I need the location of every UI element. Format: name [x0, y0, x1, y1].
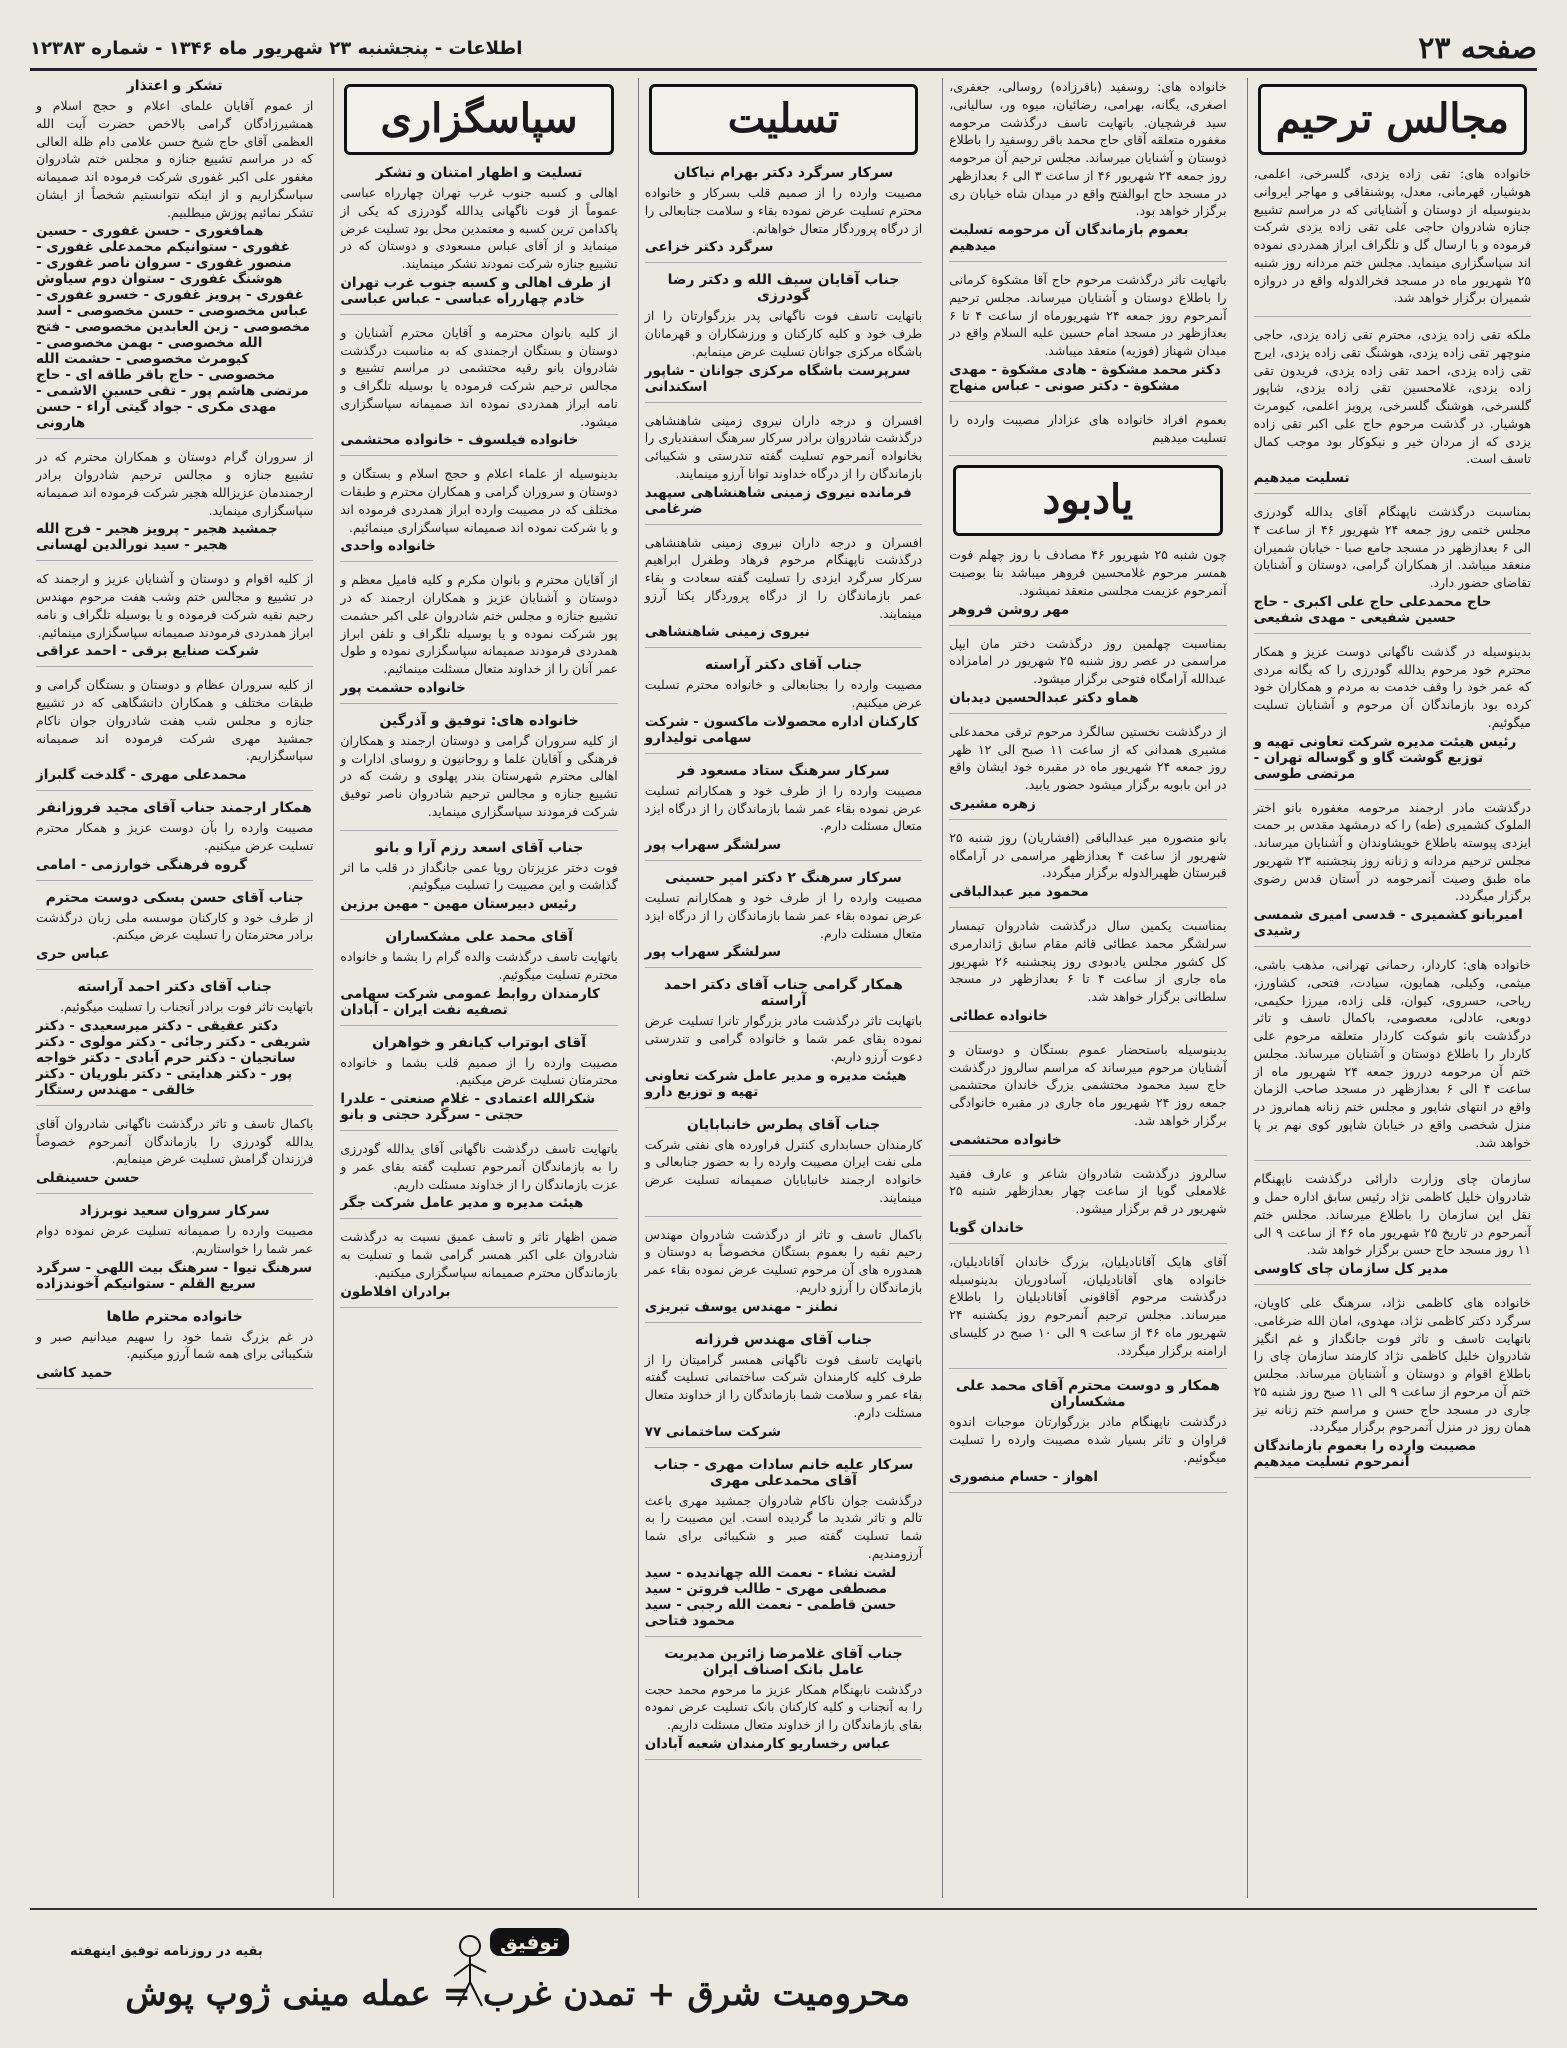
notice-body: باکمال تاسف و تاثر از درگذشت شادروان مهندس رحیم نقیه را بعموم بستگان مخصوصاً به دوستان و همدوره های آن مرحوم تسلیت عرض نموده بقاء عمر بازماندگان را آرزو داریم. — [644, 1226, 923, 1295]
notice — [949, 411, 1226, 457]
notice-signature: سرپرست باشگاه مرکزی جوانان - شاپور اسکندانی — [644, 362, 911, 395]
notice-title: جناب آقای مهندس فرزانه — [694, 1331, 873, 1348]
issue-line: اطلاعات - پنجشنبه ۲۳ شهریور ماه ۱۳۴۶ - شماره ۱۲۳۸۳ — [30, 37, 523, 59]
notice — [949, 1041, 1226, 1156]
notice-signature: هیئت مدیره و مدیر عامل شرکت جگر — [340, 1195, 584, 1212]
notice-body: افسران و درجه داران نیروی زمینی شاهنشاهی درگذشت ناپهنگام مرحوم فرهاد وطفرل ابراهیم سرکار سرگرد ایزدی را تسلیت گفته سعادت و بقاء عمر بازماندگان را از درگاه پروردگار یکتا آرزو مینمایند. — [644, 534, 923, 621]
notice-body: باتهایت تاسف درگذشت والده گرام را بشما و خانواده محترم تسلیت میگوئیم. — [340, 949, 618, 982]
notice-signature: زهره مشیری — [949, 795, 1036, 812]
notice — [645, 534, 922, 649]
notice-signature: کارکنان اداره محصولات ماکسون - شرکت سهامی تولیدارو — [644, 713, 919, 746]
notice-signature: سرلشگر سهراب پور — [644, 837, 781, 853]
notice — [36, 448, 313, 561]
tofigh-note: بقیه در روزنامه توفیق اینهفته — [70, 1944, 263, 1959]
notice — [340, 713, 617, 831]
notice-signature: محمود میر عبدالباقی — [949, 884, 1089, 900]
notice — [1254, 643, 1531, 790]
notice-signature: مدیر کل سازمان چای کاوسی — [1253, 1261, 1449, 1277]
notice-body: بعموم افراد خانواده های عزادار مصیبت وارده را تسلیت میدهیم — [949, 411, 1227, 445]
notice-title: جناب آقای غلامرضا زائرین مدیریت عامل بانک اصناف ایران — [664, 1645, 903, 1678]
notice-body: از کلیه سروران عظام و دوستان و بستگان گرامی و طبقات مختلف و همکاران دانشگاهی که در تشییع جنازه و مجلس شب هفت شادروان جوان ناکام جمشید مهری شرکت فرموده اند صمیمانه سپاسگزاریم. — [35, 677, 314, 764]
notice — [645, 657, 922, 754]
notice-title: تشکر و اعتذار — [126, 78, 223, 94]
notice-body: سالروز درگذشت شادروان شاعر و عارف فقید غلامعلی گویا از ساعت چهار بعدازظهر شنبه ۲۵ شهریور در قم برگزار میشود. — [949, 1165, 1227, 1216]
notice-body: درگذشت ناپهنگام مادر بزرگوارتان موجبات اندوه فراوان و تاثر بسیار شده مصیبت وارده را تسلیت میگوئیم. — [949, 1414, 1227, 1465]
masthead — [30, 28, 1537, 71]
notice-signature: خانواده حشمت پور — [340, 679, 466, 696]
column-families-yadbud — [942, 78, 1232, 1898]
notice-body: بمناسبت یکمین سال درگذشت شادروان تیمسار سرلشگر محمد عطائی قائم مقام سابق ژاندارمری کل کشور مجلس یادبودی روز پنجشنبه ۲۶ شهریور ماه جاری از ساعت ۴ تا ۶ بعدازظهر در مسجد سلطانی برگزار خواهد شد. — [949, 918, 1227, 1004]
notice — [949, 1378, 1226, 1492]
notice-body: از کلیه سروران گرامی و دوستان ارجمند و همکاران فرهنگی و آقایان علما و روحانیون و روسای ادارات و اهالی محترم شهرستان بندر پهلوی و رشت که در تشییع جنازه و مجالس ترحیم شادروان ناصر توفیق شرکت فرمودند سپاسگزاری مینماید. — [340, 732, 618, 819]
column-tashakor — [30, 78, 319, 1898]
notice — [340, 840, 617, 921]
notice-body: مصیبت وارده را بجنابعالی و خانواده محترم تسلیت عرض میکنیم. — [644, 677, 923, 710]
notice — [340, 1228, 617, 1307]
notice-body: از کلیه بانوان محترمه و آقایان محترم آشنایان و دوستان و بستگان ارجمندی که به مناسبت درگذشت شادروان بانو رقیه محتشمی در مراسم تشییع و مجالس ترحیم شرکت فرموده یا بوسیله تلگراف و نامه ابراز همدردی نموده اند صمیمانه سپاسگزاری میشود. — [340, 324, 618, 429]
notice-signature: سرلشگر سهراب پور — [644, 944, 781, 961]
notice-signature: دکتر عقیقی - دکتر میرسعیدی - دکتر شریفی - دکتر رجائی - دکتر مولوی - دکتر ساتجیان - دکتر حرم آبادی - دکتر خواجه پور - دکتر هدایتی - دکتر بلوریان - دکتر خالقی - مهندس رستگار — [35, 1017, 311, 1098]
section-header-sepasgozari: سپاسگزاری — [344, 84, 613, 155]
notice-body: ضمن اظهار تاثر و تاسف عمیق نسبت به درگذشت شادروان علی اکبر همسر گرامی شما و تسلیت به بازماندگان محترم صمیمانه سپاسگزاری میکنیم. — [340, 1229, 618, 1280]
notice-body: خانواده های: کاردار، رحمانی تهرانی، مذهب باشی، میثمی، وکیلی، همایون، سیادت، فتحی، کشاورز، ریاحی، حسروی، کیوان، قلی زاده، میرزا حکیمی، دوبعی، عادلی، معصومی، باکمال تاسف و تاثر درگذشت بانو شوکت کاردار متعلقه مرحوم علی کاردار را باطلاع دوستان و آشنایان میرساند. مجلس ختم آن مرحومه درروز جمعه ۲۴ شهریور ماه از ساعت ۴ الی ۶ بعدازظهر در مسجد صاحب الزمان واقع در انتهای شاپور و مجلس ختم زنانه همانروز در منزل شخصی واقع در خیابان شاپور کوی نهم بر پا خواهد شد. — [1253, 957, 1531, 1150]
notice — [645, 1646, 922, 1760]
notice-signature: خاندان گویا — [949, 1219, 1025, 1236]
notice-signature: سرهنگ تیوا - سرهنگ بیت اللهی - سرگرد سریع القلم - ستوانیکم آخوندزاده — [35, 1259, 312, 1292]
notice-signature: عباس حری — [35, 946, 110, 962]
columns — [30, 78, 1537, 1898]
notice — [340, 571, 617, 704]
notice-body: باتهایت تاثر فوت برادر آنجناب را تسلیت میگوئیم. — [60, 999, 314, 1014]
notice — [949, 635, 1226, 714]
notice — [645, 272, 922, 402]
notice — [340, 1035, 617, 1132]
notice-title: همکار گرامی جناب آقای دکتر احمد آراسته — [664, 977, 903, 1010]
notice-body: مصیبت وارده را از طرف خود و همکارانم تسلیت عرض نموده بقاء عمر شما بازماندگان را از درگاه ایزد متعال مسئلت دارم. — [644, 890, 923, 941]
notice — [645, 165, 922, 263]
notice-signature: رئیس دبیرستان مهین - مهین برزین — [340, 896, 577, 912]
notice-title: جناب آقایان سیف الله و دکتر رضا گودرزی — [667, 272, 900, 305]
notice-body: خانواده های: روسفید (باقرزاده) روسالی، جعفری، اصغری، یگانه، بهرامی، رضائیان، میوه ور، سالیانی، سید فرشچیان. باتهایت تاسف درگذشت مرحومه مغفوره متعلقه آقای حاج محمد باقر روسفید را باطلاع دوستان و آشنایان میرساند. مجلس ترحیم آن مرحومه روز جمعه ۲۴ شهریور ۴۶ از ساعت ۳ الی ۶ بعدازظهر در مسجد حاج ابوالفتح واقع در میدان شاه خیابان ری برگزار خواهد بود. — [949, 79, 1227, 219]
notice — [36, 1115, 313, 1194]
notice-title: تسلیت و اظهار امتنان و تشکر — [375, 165, 583, 181]
notice-signature: حاج محمدعلی حاج علی اکبری - حاج حسین شفیعی - مهدی شفیعی — [1253, 593, 1492, 626]
notice — [340, 465, 617, 562]
notice-signature: گروه فرهنگی خوارزمی - امامی — [35, 856, 248, 873]
notice-signature: حمید کاشی — [35, 1365, 113, 1381]
notice — [645, 870, 922, 968]
notice — [340, 324, 617, 457]
notice — [340, 929, 617, 1026]
notice-signature: حسن حسینقلی — [35, 1170, 140, 1186]
notice-body: از کلیه اقوام و دوستان و آشنایان عزیز و ارجمند که در تشییع و مجالس ختم وشب هفت مرحوم مهندس رحیم نقیه شرکت فرموده و یا بوسیله تلگراف و نامه ابراز همدردی فرمودند صمیمانه سپاسگزاری مینمائیم. — [35, 571, 314, 640]
notice-signature: خانواده عطائی — [949, 1007, 1048, 1024]
notice — [949, 1253, 1226, 1370]
notice — [949, 917, 1226, 1032]
notice — [36, 570, 313, 667]
notice — [1254, 326, 1531, 494]
notice-signature: مصیبت وارده را بعموم بازماندگان آنمرحوم تسلیت میدهیم — [1253, 1438, 1477, 1470]
notice — [645, 1457, 922, 1637]
notice-signature: خانواده محتشمی — [949, 1131, 1062, 1148]
notice — [36, 676, 313, 791]
section-header-yadbud: یادبود — [953, 465, 1222, 536]
notice-title: جناب آقای دکتر احمد آراسته — [77, 979, 272, 995]
notice — [645, 1226, 922, 1323]
notice-body: خانواده های: تقی زاده یزدی، گلسرخی، اعلمی، هوشیار، قهرمانی، معدل، پوشنقافی و مهاجر ایروانی بدینوسیله از دوستان و آشنایانی که در مراسم تشییع جنازه شادروان حاجی علی تقی زاده یزدی شرکت فرموده و با ارسال گل و تلگراف ابراز همدردی نموده اند سپاسگزاری مینماید. مجلس ختم مردانه روز شنبه ۲۵ شهریور ماه در مسجد فخرالدوله واقع در دروازه شمیران برگزار خواهد شد. — [1253, 166, 1531, 306]
notice-body: بمناسبت چهلمین روز درگذشت دختر مان ایپل مراسمی در عصر روز شنبه ۲۵ شهریور در امامزاده عبدالله آرامگاه فتوحی برگزار میشود. — [949, 635, 1227, 686]
notice-signature: هماو دکتر عبدالحسین دیدبان — [949, 689, 1139, 706]
notice-body: باکمال تاسف و تاثر درگذشت ناگهانی شادروان آقای یدالله گودرزی را بازماندگان آنمرحوم خصوصاً فرزندان گرامش تسلیت عرض مینمایم. — [35, 1115, 314, 1167]
notice-body: در غم بزرگ شما خود را سهیم میدانیم صبر و شکیبائی برای همه شما آرزو میکنیم. — [35, 1328, 314, 1362]
notice-signature: از طرف اهالی و کسبه جنوب غرب تهران خادم چهارراه عباسی - عباس عباسی — [340, 274, 611, 307]
notice — [36, 78, 313, 439]
notice-signature: مهر روشن فروهر — [949, 601, 1070, 618]
notice-body: کارمندان حسابداری کنترل فراورده های نفتی شرکت ملی نفت ایران مصیبت وارده را به حضور جنابعالی و خانواده ارجمند خانبابایان صمیمانه تسلیت عرض مینمایند. — [644, 1136, 923, 1205]
notice-title: جناب آقای اسعد رزم آرا و بانو — [374, 839, 584, 856]
notice-signature: خانواده واحدی — [340, 538, 436, 555]
notice-body: بدینوسیله در گذشت ناگهانی دوست عزیز و همکار محترم خود مرحوم یدالله گودرزی را که یگانه مردی که عمر خود را وقف خدمت به مردم و همکاران خود کرده بود بازماندگان آن مرحوم و آشنایان تسلیت میگوئیم. — [1253, 643, 1531, 730]
notice-title: خانواده محترم طاها — [106, 1308, 243, 1325]
notice-signature: امیربانو کشمیری - قدسی امیری شمسی رشیدی — [1253, 907, 1523, 939]
notice-body: آقای هایک آقانادیلیان، بزرگ خاندان آقانادیلیان، خانواده های آقانادیلیان، آسادوریان بدینوسیله درگذشت مرحوم آقاقونی آقانادیلیان را باطلاع میرساند. مجلس ترحیم آنمرحوم روز یکشنبه ۲۴ شهریور ماه ۴۶ از ساعت ۹ الی ۱۰ صبح در کلیسای ارامنه برگزار میگردد. — [949, 1253, 1227, 1358]
notice-signature: فرمانده نیروی زمینی شاهنشاهی سپهبد ضرغامی — [644, 484, 912, 517]
notice — [645, 1117, 922, 1217]
notice-title: جناب آقای حسن بسکی دوست محترم — [45, 889, 304, 906]
notice-body: فوت دختر عزیزتان رویا عمی جانگداز در قلب ما اثر گذاشت و این مصیبت را تسلیت میگوئیم. — [340, 859, 618, 893]
notice-body: اهالی و کسبه جنوب غرب تهران چهارراه عباسی عموماً از فوت ناگهانی یدالله گودرزی که یکی از پاکدامن ترین کسبه و معتمدین محل بود تسلیت عرض مینماید و از آقای عباس مسعودی و دوستان که در تشییع جنازه شرکت نمودند تشکر مینمایند. — [340, 185, 618, 271]
notice — [645, 763, 922, 861]
notice — [645, 1332, 922, 1448]
notice — [645, 412, 922, 525]
notice-body: از آقایان محترم و بانوان مکرم و کلیه فامیل معظم و دوستان و آشنایان عزیز و همکاران ارجمند که در تشییع جنازه و مجلس ختم شادروان علی اکبر حشمت پور شرکت نموده و یا بوسیله تلگراف و تلفن ابراز همدردی فرمودند صمیمانه سپاسگزاری نموده و طول عمر آنان را از خداوند متعال مسئلت مینمائیم. — [340, 572, 618, 676]
notice-signature: نیروی زمینی شاهنشاهی — [644, 624, 810, 641]
notice-body: درگذشت مادر ارجمند مرحومه مغفوره بانو اختر الملوک کشمیری (طه) را که درمشهد مقدس بر حمت ایزدی پیوسته باطلاع خویشاوندان و آشنایان میرساند. مجلس ترحیم مردانه و زنانه روز پنجشنبه ۲۳ شهریور ماه طبق وصیت آنمرحومه در آستان قدس رضوی برگزار میگردد. — [1253, 799, 1531, 904]
notice — [36, 800, 313, 881]
notice — [1254, 956, 1531, 1161]
notice — [1254, 165, 1531, 317]
notice-signature: کارمندان روابط عمومی شرکت سهامی تصفیه نفت ایران - آبادان — [340, 985, 600, 1018]
notice-signature: شکرالله اعتمادی - غلام صنعتی - علدرا حجتی - سرگرد حجتی و بانو — [340, 1091, 596, 1123]
notice — [949, 723, 1226, 820]
bottom-advertisement — [30, 1908, 1537, 2028]
notice-signature: اهواز - حسام منصوری — [949, 1468, 1098, 1485]
notice-body: درگذشت نابهنگام همکار عزیز ما مرحوم محمد حجت را به آنجناب و کلیه کارکنان بانک تسلیت عرض نموده بقای بازماندگان را از خداوند متعال مسئلت داریم. — [644, 1681, 923, 1732]
page-number: صفحه ۲۳ — [1418, 30, 1537, 66]
column-sepasgozari — [333, 78, 623, 1898]
notice-signature: عباس رخساریو کارمندان شعبه آبادان — [644, 1735, 891, 1752]
notice-signature: لشت نشاء - نعمت الله چهاندیده - سید مصطفی مهری - طالب فروتن - سید حسن قاطمی - نعمت الله رجبی - سید محمود فتاحی — [644, 1564, 897, 1629]
notice — [36, 979, 313, 1106]
notice-signature: دکتر محمد مشکوة - هادی مشکوة - مهدی مشکوة - دکتر صونی - عباس منهاج — [949, 361, 1221, 394]
notice-title: خانواده های: توفیق و آذرگین — [379, 712, 579, 729]
notice-signature: شرکت ساختمانی ۷۷ — [644, 1423, 781, 1440]
notice — [1254, 799, 1531, 948]
notice-title: جناب آقای دکتر آراسته — [704, 657, 863, 674]
notice-body: مصیبت وارده را از صمیم قلب بشما و خانواده محترمتان تسلیت عرض میکنیم. — [340, 1054, 618, 1088]
notice-body: باتهایت تاسف فوت ناگهانی پدر بزرگوارتان را از طرف خود و کلیه کارکنان و ورزشکاران و قهرمانان باشگاه مرکزی جوانان تسلیت عرض مینمایم. — [644, 308, 923, 359]
notice-signature: تسلیت میدهیم — [1253, 470, 1350, 486]
notice-body: بانو منصوره میر عبدالباقی (افشاریان) روز شنبه ۲۵ شهریور از ساعت ۴ بعدازظهر مراسمی در آرامگاه قبرستان ظهیرالدوله برگزار میگردد. — [949, 829, 1227, 881]
section-header-majales: مجالس ترحیم — [1258, 84, 1527, 155]
notice-signature: برادران افلاطون — [340, 1283, 451, 1300]
cartoon-caption: محرومیت شرق + تمدن غرب = عمله مینی ژوپ پوش — [125, 1974, 910, 2014]
notice-title: همکار و دوست محترم آقای محمد علی مشکساران — [955, 1378, 1220, 1411]
notice-title: جناب آقای پطرس خانبابایان — [686, 1116, 881, 1133]
notice — [949, 78, 1226, 262]
notice-body: افسران و درجه داران نیروی زمینی شاهنشاهی درگذشت شادروان برادر سرکار سرهنگ اسفندیاری را بخانواده آنمرحوم تسلیت گفته تندرستی و شکیبائی بازماندگان را از درگاه خداوند توانا آرزو مینمایند. — [644, 412, 923, 481]
notice-body: چون شنبه ۲۵ شهریور ۴۶ مصادف با روز چهلم فوت همسر مرحوم غلامحسین فروهر میباشد بنا بوصیت آنمرحوم عزیمت مجلسی منعقد نمیشود. — [949, 547, 1227, 598]
notice-body: مصیبت وارده را بآن دوست عزیز و همکار محترم تسلیت عرض میکنیم. — [35, 820, 314, 853]
notice-body: بمناسبت درگذشت ناپهنگام آقای یدالله گودرزی مجلس ختمی روز جمعه ۲۴ شهریور ۴۶ از ساعت ۴ الی ۶ بعدازظهر در مسجد جامع صبا - خیابان شمیران منعقد میباشد. از همکاران گرامی، دوستان و آشنایان تقاضای حضور دارد. — [1253, 504, 1531, 590]
notice — [949, 1165, 1226, 1244]
notice — [36, 1309, 313, 1390]
notice-title: سرکار سرهنگ ستاد مسعود فر — [677, 762, 890, 779]
notice-body: باتهایت تاسف فوت ناگهانی همسر گرامیتان را از طرف کلیه کارمندان شرکت ساختمانی تسلیت گفته بقاء عمر و سلامت شما بازماندگان را از خداوند متعال مسئلت دارم. — [644, 1351, 923, 1420]
notice-body: مصیبت وارده را از طرف خود و همکارانم تسلیت عرض نموده بقاء عمر شما بازماندگان را از درگاه ایزد متعال مسئلت دارم. — [644, 782, 923, 834]
notice — [340, 165, 617, 315]
notice-body: بدینوسیله باستحضار عموم بستگان و دوستان و آشنایان مرحوم میرساند که مراسم سالروز درگذشت حاج سید محمود محتشمی بزرگ خاندان محتشمی جمعه روز ۲۴ شهریور ماه جاری در مقبره خانوادگی برگزار خواهد شد. — [949, 1041, 1227, 1128]
notice-body: ملکه تقی زاده یزدی، محترم تقی زاده یزدی، حاجی منوچهر تقی زاده یزدی، هوشنگ تقی زاده یزدی، ایرج تقی زاده یزدی، احمد تقی زاده یزدی، فریدون تقی زاده یزدی، غلامحسین تقی زاده یزدی، شاپور گلسرخی، هوشنگ گلسرخی، پرویز اعلمی، کیومرث هوشیار. در گذشت مرحوم حاج علی اکبر تقی زاده یزدی که از مردان خیر و نیکوکار بود موجب کمال تاسف است. — [1253, 327, 1531, 467]
notice — [1254, 1294, 1531, 1478]
column-tasliyat — [638, 78, 928, 1898]
column-majales — [1247, 78, 1537, 1898]
notice-body: بدینوسیله از علماء اعلام و حجج اسلام و بستگان و دوستان و سروران گرامی و همکاران محترم و طبقات مختلف که در مصیبت وارده ابراز همدردی فرموده اند و یا شرکت نموده اند صمیمانه سپاسگزاری مینمائیم. — [340, 466, 618, 535]
notice-signature: هیئت مدیره و مدیر عامل شرکت تعاونی تهیه و توزیع دارو — [644, 1067, 907, 1100]
notice — [36, 1203, 313, 1300]
notice — [645, 977, 922, 1107]
notice-body: از طرف خود و کارکنان موسسه ملی زبان درگذشت برادر محترمتان را تسلیت عرض میکنم. — [35, 909, 314, 943]
notice-body: باتهایت تاسف درگذشت ناگهانی آقای یدالله گودرزی را به بازماندگان آنمرحوم تسلیت گفته بقای عمر و عزت بازماندگان را از خداوند مسئلت داریم. — [340, 1141, 618, 1192]
notice-title: همکار ارجمند جناب آقای مجید فروزانفر — [37, 800, 312, 816]
notice — [36, 890, 313, 971]
notice-signature: نطنز - مهندس یوسف تبریزی — [644, 1298, 839, 1315]
notice — [1254, 503, 1531, 634]
notice — [949, 829, 1226, 908]
notice-signature: سرگرد دکتر خزاعی — [644, 239, 774, 256]
notice-signature: خانواده فیلسوف - خانواده محتشمی — [340, 432, 579, 449]
notice-title: سرکار سرهنگ ۲ دکتر امیر حسینی — [665, 870, 902, 886]
section-header-tasliyat: تسلیت — [649, 84, 918, 155]
notice-body: مصیبت وارده را صمیمانه تسلیت عرض نموده دوام عمر شما را خواستاریم. — [35, 1223, 314, 1256]
notice — [340, 1140, 617, 1219]
notice-body: از درگذشت نخستین سالگرد مرحوم ترقی محمدعلی مشیری همدانی که از ساعت ۱۱ صبح الی ۱۲ ظهر روز جمعه ۲۴ شهریور ماه در مقبره خود ایشان واقع در ابن بابویه برگزار میشود حضور یابید. — [949, 723, 1227, 792]
notice-signature: محمدعلی مهری - گلدخت گلبراز — [35, 767, 247, 783]
tofigh-logo: توفیق — [490, 1928, 569, 1956]
notice-signature: رئیس هیئت مدیره شرکت تعاونی تهیه و توزیع گوشت گاو و گوساله تهران - مرتضی طوسی — [1253, 733, 1517, 782]
notice-title: سرکار سرگرد دکتر بهرام نیاکان — [673, 165, 894, 181]
notice — [949, 271, 1226, 402]
notice-title: سرکار سروان سعید نوبرزاد — [79, 1203, 270, 1219]
notice — [949, 546, 1226, 625]
notice-signature: بعموم بازماندگان آن مرحومه تسلیت میدهیم — [949, 222, 1189, 254]
notice-body: سازمان چای وزارت دارائی درگذشت ناپهنگام شادروان خلیل کاظمی نژاد رئیس سابق اداره حمل و نقل این سازمان را باطلاع میرساند. مجلس ختم آنمرحوم در تاریخ ۲۵ شهریور ماه ۴۶ از ساعت ۹ الی ۱۱ روز مسجد حاج حسن برگزار خواهد شد. — [1253, 1171, 1531, 1258]
notice-body: مصیبت وارده را از صمیم قلب بسرکار و خانواده محترم تسلیت عرض نموده بقاء و سلامت جنابعالی را از درگاه پروردگار متعال خواهانم. — [644, 185, 923, 236]
notice-title: آقای ابوتراب کیانفر و خواهران — [372, 1034, 587, 1051]
notice-body: درگذشت جوان ناکام شادروان جمشید مهری باعث تالم و تاثر شدید ما گردیده است. این مصیبت را به شما تسلیت گفته صبر و شکیبائی برای شما آرزومندیم. — [644, 1492, 923, 1561]
notice-signature: جمشید هجیر - پرویز هجیر - فرج الله هجیر - سید نورالدین لهسانی — [35, 521, 278, 554]
notice-title: آقای محمد علی مشکساران — [385, 929, 573, 945]
notice-signature: همافغوری - حسن غفوری - حسین غفوری - ستوانیکم محمدعلی غفوری - منصور غفوری - سروان ناصر غفوری - هوشنگ غفوری - ستوان دوم سیاوش غفوری - پرویز غفوری - خسرو غفوری - عباس مخصوصی - حسن مخصوصی - اسد مخصوصی - زین العابدین مخصوصی - فتح الله مخصوصی - بهمن مخصوصی - کیومرث مخصوصی - حشمت الله مخصوصی - حاج باقر طاقه ای - حاج مرتضی هاشم پور - تقی حسین الاشمی - مهدی مکری - جواد گیتی آراء - حسن هارونی — [35, 223, 311, 432]
notice-body: باتهایت تاثر درگذشت مرحوم حاج آقا مشکوة کرمانی را باطلاع دوستان و آشنایان میرساند. مجلس ترحیم آنمرحوم روز جمعه ۲۴ شهریورماه از ساعت ۴ تا ۶ بعدازظهر در مسجد امام حسین علیه السلام واقع در میدان شهناز (فوزیه) منعقد میباشد. — [949, 272, 1227, 358]
notice-title: سرکار علیه خانم سادات مهری - جناب آقای محمدعلی مهری — [653, 1456, 914, 1489]
notice-body: از سروران گرام دوستان و همکاران محترم که در تشییع جنازه و مجالس ترحیم شادروان برادر ارجمندمان عزیزالله هجیر شرکت فرموده اند صمیمانه سپاسگزاری مینماید. — [35, 449, 314, 518]
notice-signature: شرکت صنایع برقی - احمد عراقی — [35, 643, 259, 660]
notice — [1254, 1170, 1531, 1285]
notice-body: باتهایت تاثر درگذشت مادر بزرگوار تانرا تسلیت عرض نموده بقای عمر شما و خانواده گرامی و تندرستی دعوت آرزو داریم. — [644, 1013, 923, 1064]
notice-body: خانواده های کاظمی نژاد، سرهنگ علی کاویان، سرگرد دکتر کاظمی نژاد، مهدوی، امان الله ضرغامی. باتهایت تاسف و تاثر فوت جانگداز و غم انگیز شادروان خلیل کاظمی نژاد کارمند سازمان چای را باطلاع اقوام و دوستان و آشنایان میرساند. مجلس ختم آن مرحوم از ساعت ۹ الی ۱۱ صبح روز شنبه ۲۵ جاری در مسجد حاج حسن و مراسم ختم زنانه نیز همان روز در منزل آنمرحوم برگزار میگردد. — [1253, 1295, 1531, 1435]
notice-body: از عموم آقایان علمای اعلام و حجج اسلام و همشیرزادگان گرامی بالاخص حضرت آیت الله العظمی آقای حاج شیخ حسن علامی دام ظله العالی که در مراسم تشییع جنازه و مجلس ختم شادروان مغفور علی اکبر غفوری شرکت فرموده اند صمیمانه سپاسگزاریم و از اینکه نتوانستیم شخصاً از ایشان تشکر نمائیم پوزش میطلبیم. — [35, 98, 314, 220]
